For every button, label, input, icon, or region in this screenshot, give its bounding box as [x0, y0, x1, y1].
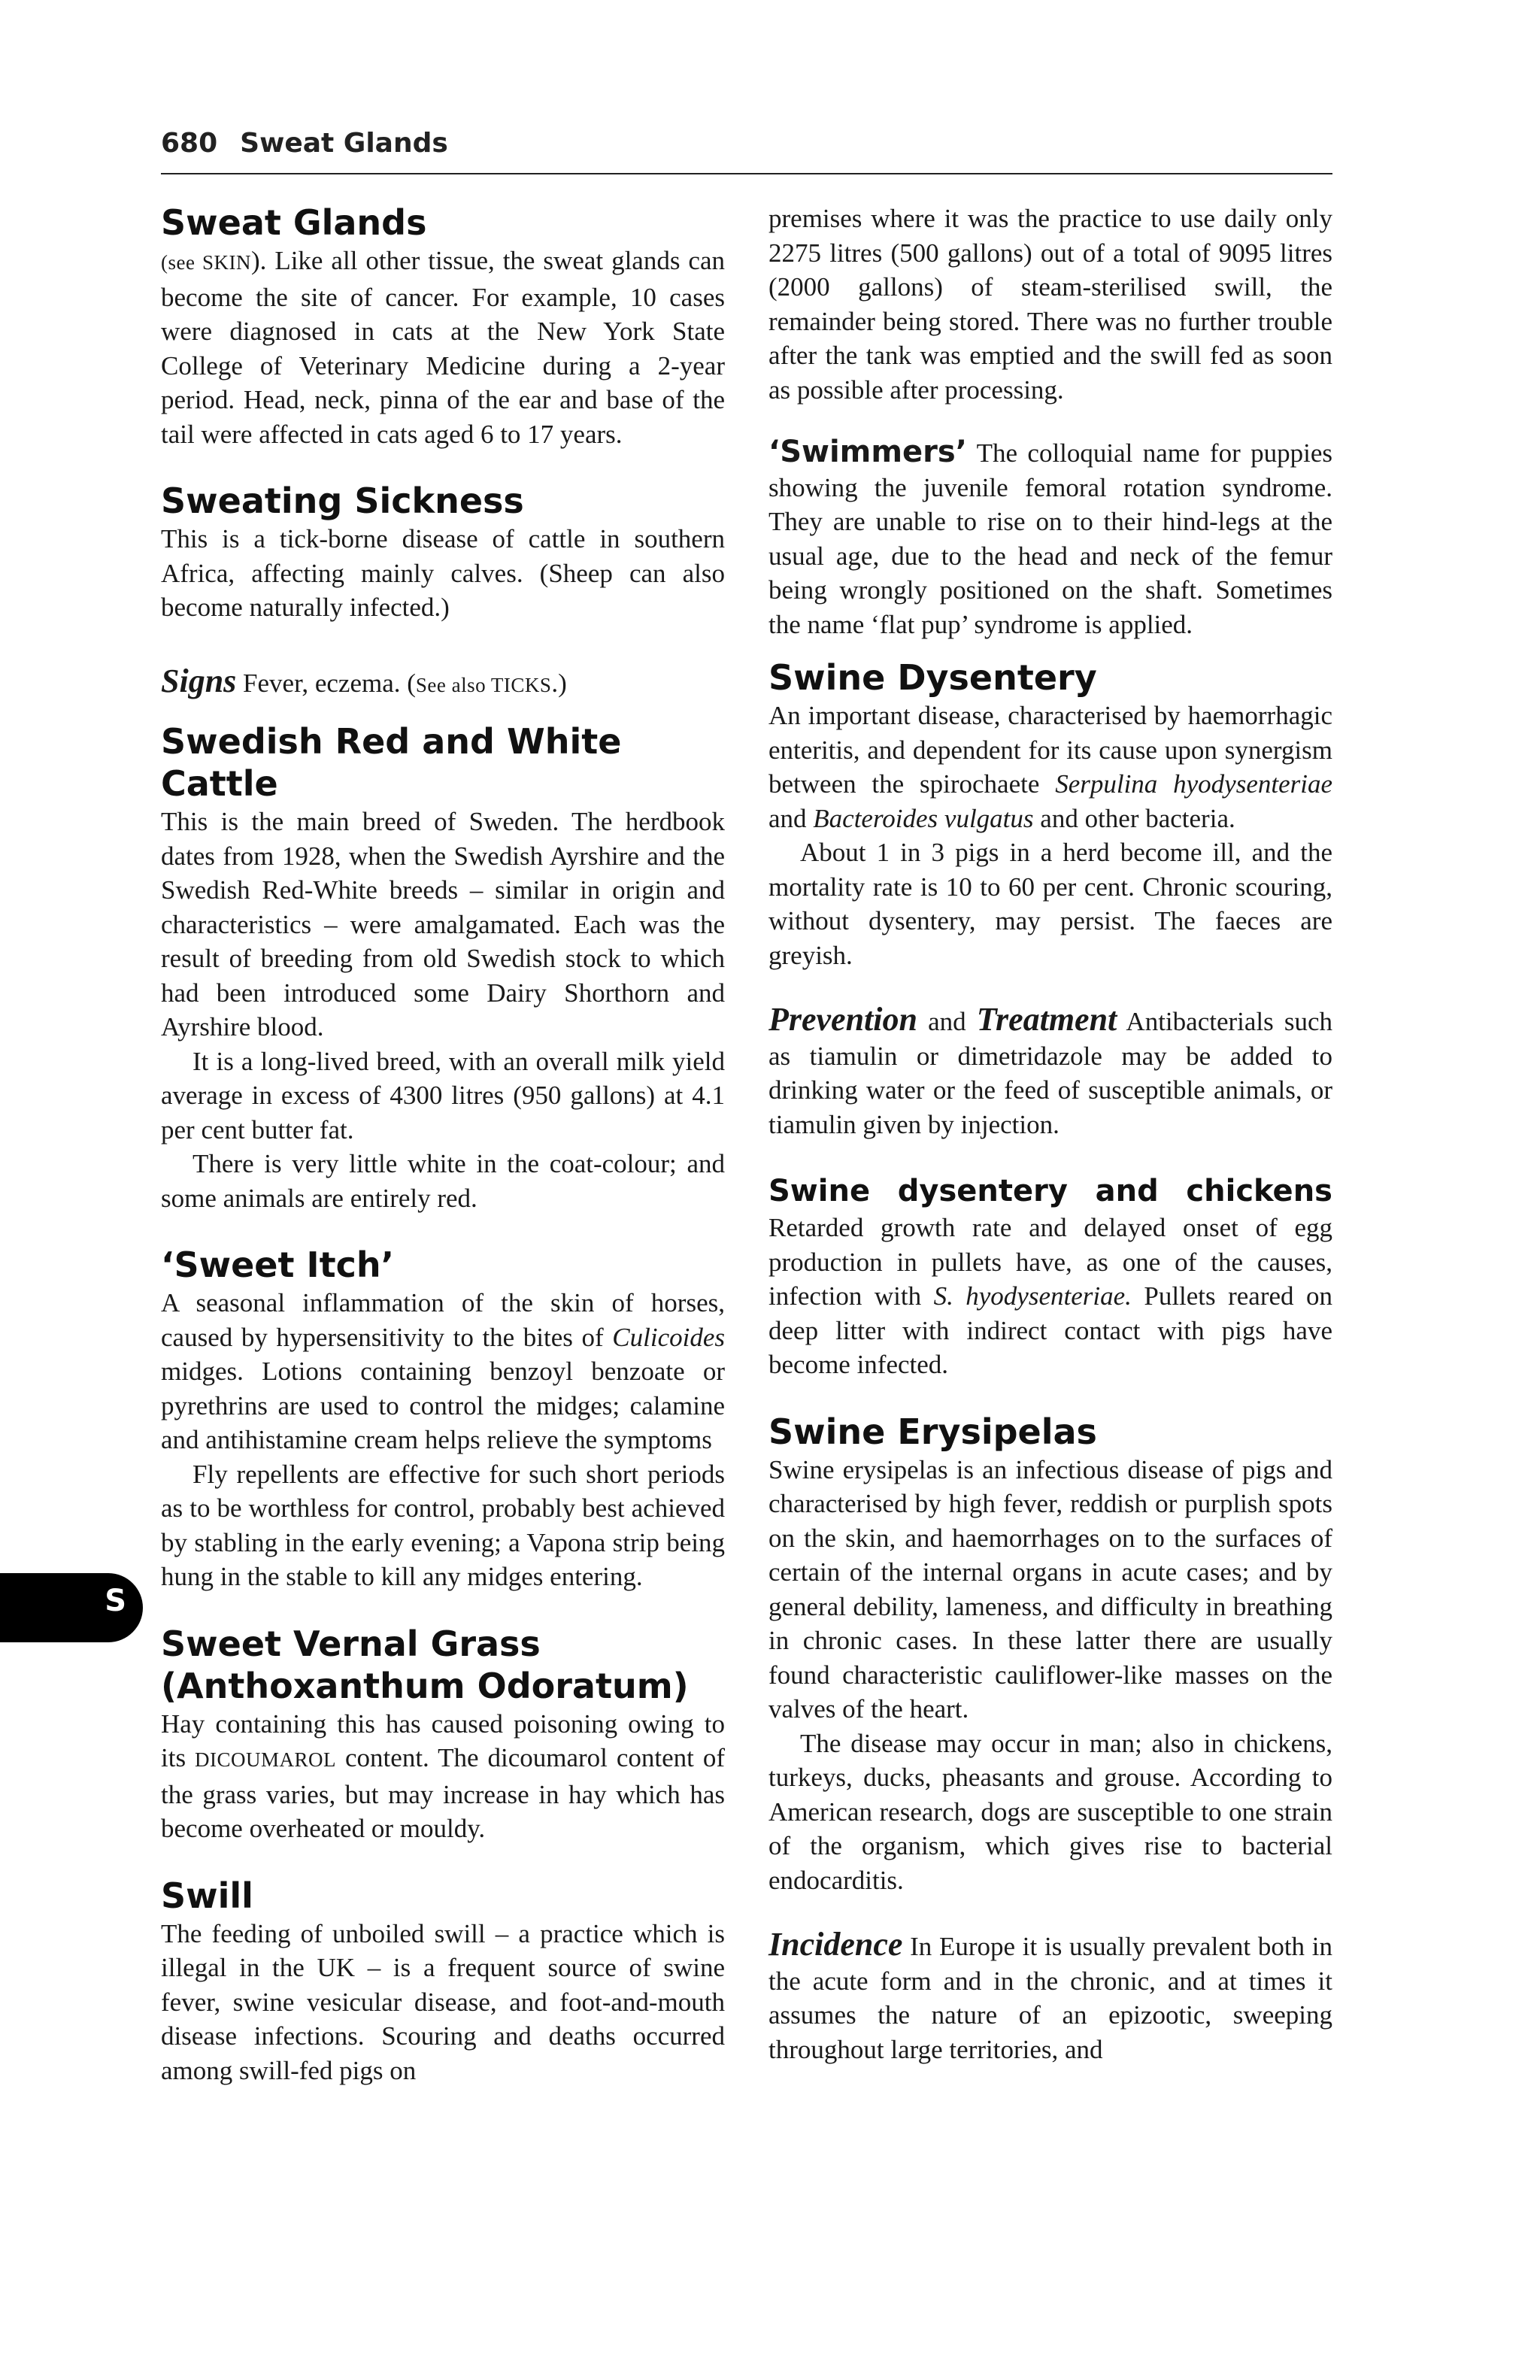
text: and [917, 1007, 977, 1036]
entry-body-swine-dysentery-2: About 1 in 3 pigs in a herd become ill, and the mortality rate is 10 to 60 per cent. Chronic scouring, without dysentery, may persist. The faeces are greyish. [768, 838, 1332, 970]
text: and [768, 803, 814, 833]
entry-body-swine-dysentery-chickens [768, 1211, 1332, 1382]
subheading-signs: Signs [161, 662, 237, 699]
species-name: Serpulina hyodysenteriae [1055, 769, 1332, 799]
cross-reference-ticks[interactable]: TICKS [490, 673, 552, 696]
right-column [768, 202, 1332, 2066]
text: Antibacterials such as tiamulin or dimetridazole may be added to drinking water or the feed of susceptible animals, or tiamulin given by injection. [768, 1007, 1332, 1139]
species-name: Bacteroides vulgatus [813, 803, 1034, 833]
heading-word: and [1095, 1174, 1159, 1208]
entry-heading-sweet-vernal-grass [161, 1623, 725, 1707]
entry-heading-sweat-glands: Sweat Glands [161, 202, 427, 243]
heading-word: chickens [1186, 1174, 1332, 1208]
subheading-incidence: Incidence [768, 1926, 903, 1963]
entry-heading-swine-dysentery-chickens [768, 1172, 1332, 1211]
entry-body-sweet-itch-2: Fly repellents are effective for such short periods as to be worthless for control, probably best achieved by stabling in the early evening; a Vapona strip being hung in the stable to kill any midges entering. [161, 1459, 725, 1591]
entry-heading-swine-dysentery: Swine Dysentery [768, 657, 1097, 698]
entry-body-swine-dysentery-3 [768, 1002, 1332, 1141]
signs-end: .) [551, 668, 567, 698]
species-name: Culicoides [612, 1322, 725, 1352]
text: midges. Lotions containing benzoyl benzoate or pyrethrins are used to control the midges; calamine and antihistamine cream helps relieve the symptoms [161, 1357, 725, 1454]
text: content. The dicoumarol content of the grass varies, but may increase in hay which has become overheated or mouldy. [161, 1743, 725, 1843]
entry-heading-sweet-itch: ‘Sweet Itch’ [161, 1245, 395, 1285]
entry-body-swill: The feeding of unboiled swill – a practice which is illegal in the UK – is a frequent source of swine fever, swine vesicular disease, and foot-and-mouth disease infections. Scouring and deaths occurred among swill-fed pigs on [161, 1918, 725, 2085]
text: Retarded growth rate and delayed onset of egg production in pullets have, as one of the causes, infection with [768, 1213, 1332, 1311]
entry-body-sweating-sickness: This is a tick-borne disease of cattle in southern Africa, affecting mainly calves. (Sheep can also become naturally infected.) [161, 524, 725, 622]
entry-body-swine-erysipelas-3 [768, 1927, 1332, 2066]
species-name: S. hyodysenteriae. [933, 1281, 1132, 1311]
entry-body-swimmers: The colloquial name for puppies showing the juvenile femoral rotation syndrome. They are unable to rise on to their hind-legs at the usual age, due to the head and neck of the femur being wrongly positioned on the shaft. Sometimes the name ‘flat pup’ syndrome is applied. [768, 438, 1332, 639]
text: In Europe it is usually prevalent both in the acute form and in the chronic, and at times it assumes the nature of an epizootic, sweeping throughout large territories, and [768, 1932, 1332, 2064]
running-head [161, 128, 1332, 174]
signs-text: Fever, eczema. ( [236, 668, 416, 698]
text: A seasonal inflammation of the skin of horses, caused by hypersensitivity to the bites of [161, 1288, 725, 1352]
entry-heading-swimmers: ‘Swimmers’ [768, 435, 967, 469]
subheading-prevention: Prevention [768, 1001, 917, 1038]
section-tab [0, 1573, 143, 1642]
entry-body-swedish-cattle-1: This is the main breed of Sweden. The herdbook dates from 1928, when the Swedish Ayrshire and the Swedish Red-White breeds – similar in origin and characteristics – were amalgamated. Each was the result of breeding from old Swedish stock to which had been introduced some Dairy Shorthorn and Ayrshire blood. [161, 807, 725, 1041]
entry-heading-swedish-cattle: Swedish Red and White Cattle [161, 721, 622, 804]
heading-word: dysentery [897, 1174, 1068, 1208]
entry-heading-swine-erysipelas: Swine Erysipelas [768, 1411, 1097, 1452]
heading-line-1: Sweet Vernal Grass [161, 1623, 541, 1664]
cross-reference-skin[interactable]: SKIN [202, 251, 251, 274]
entry-heading-swill: Swill [161, 1875, 253, 1916]
running-title: Sweat Glands [240, 128, 448, 159]
entry-body-swine-erysipelas-2: The disease may occur in man; also in chickens, turkeys, ducks, pheasants and grouse. According to American research, dogs are susceptible to one strain of the organism, which gives rise to bacterial endocarditis. [768, 1728, 1332, 1895]
entry-body-sweat-glands [161, 244, 725, 451]
section-tab-letter: S [105, 1584, 126, 1618]
entry-text: ). Like all other tissue, the sweat glands can become the site of cancer. For example, 10 cases were diagnosed in cats at the New York State College of Veterinary Medicine during a 2-year period. Head, neck, pinna of the ear and base of the tail were affected in cats aged 6 to 17 years. [161, 246, 726, 449]
entry-body-sweet-vernal-grass [161, 1707, 725, 1846]
see-prefix: (see [161, 251, 202, 274]
heading-line-2: (Anthoxanthum Odoratum) [161, 1665, 689, 1706]
entry-body-sweet-itch-1 [161, 1286, 725, 1457]
page-number: 680 [161, 128, 218, 159]
subheading-treatment: Treatment [976, 1001, 1117, 1038]
text: and other bacteria. [1033, 803, 1235, 833]
see-also-label: See also [415, 673, 491, 696]
cross-reference-dicoumarol[interactable]: DICOUMAROL [195, 1748, 337, 1771]
left-column [161, 202, 725, 2087]
heading-word: Swine [768, 1174, 871, 1208]
entry-body-swedish-cattle-3: There is very little white in the coat-colour; and some animals are entirely red. [161, 1149, 725, 1213]
entry-body-swine-dysentery-1 [768, 699, 1332, 835]
entry-heading-sweating-sickness: Sweating Sickness [161, 481, 524, 521]
text: Hay containing this has caused poisoning owing to its [161, 1708, 725, 1772]
entry-body-swedish-cattle-2: It is a long-lived breed, with an overall milk yield average in excess of 4300 litres (950 gallons) at 4.1 per cent butter fat. [161, 1046, 725, 1145]
entry-body-swine-erysipelas-1: Swine erysipelas is an infectious disease of pigs and characterised by high fever, reddish or purplish spots on the skin, and haemorrhages on to the surfaces of certain of the internal organs in acute cases; and by general debility, lameness, and difficulty in breathing in chronic cases. In these latter there are usually found characteristic cauliflower-like masses on the valves of the heart. [768, 1454, 1332, 1724]
text: Pullets reared on deep litter with indirect contact with pigs have become infected. [768, 1281, 1332, 1379]
entry-body-swill-continued: premises where it was the practice to use daily only 2275 litres (500 gallons) out of a total of 9095 litres (2000 gallons) of steam-sterilised swill, the remainder being stored. There was no further trouble after the tank was emptied and the swill fed as soon as possible after processing. [768, 204, 1332, 405]
entry-swimmers [768, 435, 1332, 641]
text: An important disease, characterised by haemorrhagic enteritis, and dependent for its cause upon synergism between the spirochaete [768, 701, 1332, 799]
signs-paragraph [161, 664, 725, 703]
